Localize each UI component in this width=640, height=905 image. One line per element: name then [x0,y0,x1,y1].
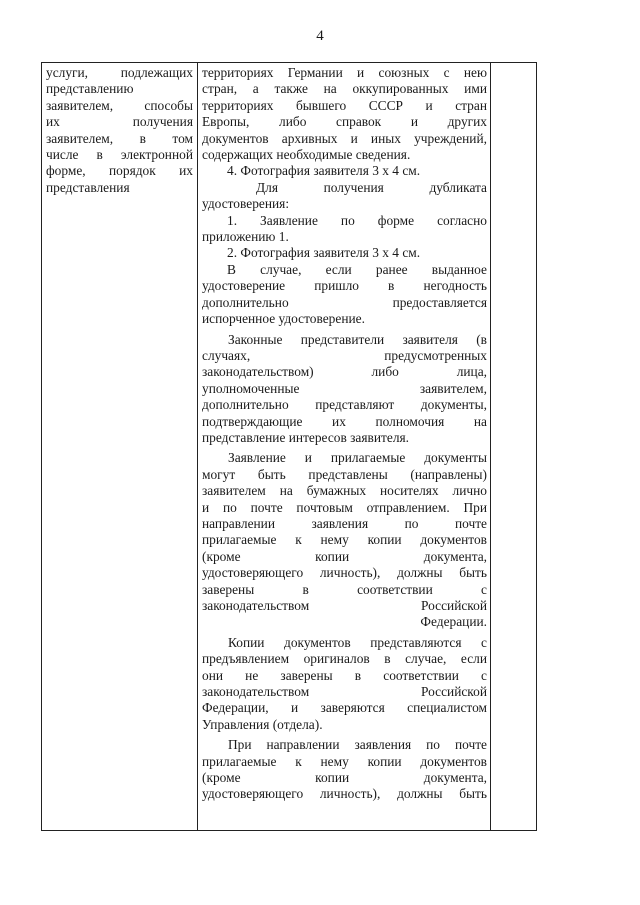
left-line: их получения [46,114,193,130]
left-line: представления [46,179,130,195]
text-line: подтверждающие их полномочия на [202,413,487,429]
page-number: 4 [316,28,324,44]
text-line: законодательством) либо лица, [202,364,487,380]
text-line: 2. Фотография заявителя 3 х 4 см. [227,245,421,261]
left-column-cell [42,63,198,831]
text-line: удостоверяющего личность), должны быть [202,565,487,581]
text-line: 1. Заявление по форме согласно [227,212,487,228]
text-line: Федерации. [420,614,487,630]
text-line: дополнительно представляют документы, [202,397,487,413]
text-line: прилагаемые к нему копии документов [202,753,487,769]
left-line: услуги, подлежащих [46,65,193,80]
text-line: могут быть представлены (направлены) [202,466,487,482]
text-line: удостоверение пришло в негодность [202,278,487,294]
text-line: заявителем на бумажных носителях лично [202,483,487,499]
middle-column-cell [198,63,491,831]
left-line: числе в электронной [46,147,193,163]
table-row [42,63,537,831]
left-line: заявителем, в том [46,130,193,146]
text-line: удостоверения: [202,196,290,212]
text-line: удостоверяющего личность), должны быть [202,786,487,802]
text-line: предъявлением оригиналов в случае, если [202,651,487,667]
text-line: В случае, если ранее выданное [227,261,487,277]
text-line: При направлении заявления по почте [228,737,487,753]
text-line: Европы, либо справок и других [202,114,487,130]
text-line: приложению 1. [202,229,289,245]
right-column-cell [491,63,537,831]
left-line: представлению [46,81,134,97]
text-line: они не заверены в соответствии с [202,667,487,683]
text-line: Для получения дубликата [256,179,487,195]
text-line: законодательством Российской [202,598,487,613]
text-line: (кроме копии документа, [202,770,487,786]
text-line: Копии документов представляются с [228,634,487,650]
text-line: Законные представители заявителя (в [228,331,487,347]
text-line: законодательством Российской [202,684,487,700]
text-line: заверены в соответствии с [202,581,487,597]
text-line: документов архивных и иных учреждений, [202,130,487,146]
text-line: Федерации, и заверяются специалистом [202,700,487,716]
text-line: прилагаемые к нему копии документов [202,532,487,548]
text-line: и по почте почтовым отправлением. При [202,499,487,515]
text-line: территориях бывшего СССР и стран [202,97,487,113]
text-line: Управления (отдела). [202,716,323,732]
left-line: форме, порядок их [46,163,193,179]
text-line: (кроме копии документа, [202,548,487,564]
text-line: дополнительно предоставляется [202,294,487,310]
document-table [41,62,537,831]
left-line: заявителем, способы [46,97,193,113]
text-line: случаях, предусмотренных [202,347,487,363]
text-line: содержащих необходимые сведения. [202,147,411,163]
text-line: представление интересов заявителя. [202,429,410,445]
text-line: испорченное удостоверение. [202,311,365,327]
text-line: Заявление и прилагаемые документы [228,450,487,466]
text-line: направлении заявления по почте [202,515,487,531]
text-line: стран, а также на оккупированных ими [202,81,487,97]
text-line: уполномоченные заявителем, [202,380,487,396]
text-line: территориях Германии и союзных с нею [202,65,487,80]
text-line: 4. Фотография заявителя 3 х 4 см. [227,163,421,179]
